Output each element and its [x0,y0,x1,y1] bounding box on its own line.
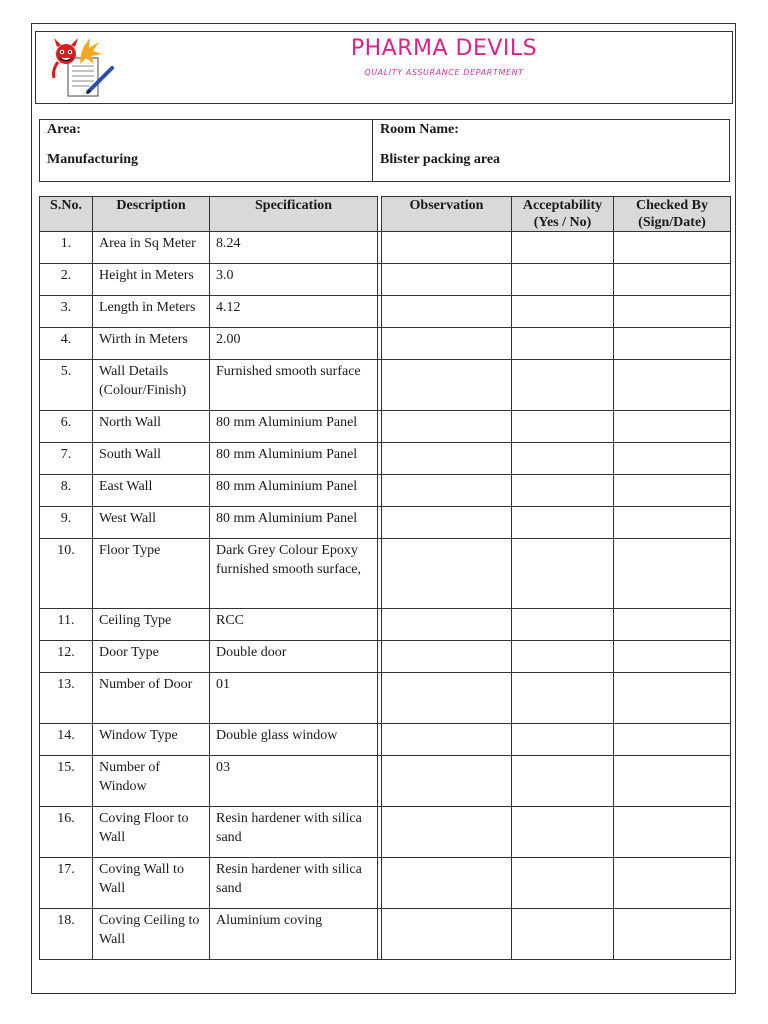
observation-cell[interactable] [382,507,512,539]
table-row [40,232,731,264]
specification-cell: 80 mm Aluminium Panel [210,411,378,443]
area-room-info [39,119,730,182]
area-cell [40,120,373,181]
observation-cell[interactable] [382,264,512,296]
observation-cell[interactable] [382,539,512,609]
table-row [40,909,731,960]
observation-cell[interactable] [382,475,512,507]
acceptability-cell[interactable] [512,909,614,960]
table-row [40,724,731,756]
specification-cell: Double glass window [210,724,378,756]
room-name-value: Blister packing area [380,152,501,167]
observation-cell[interactable] [382,232,512,264]
description-cell: Coving Ceiling to Wall [93,909,210,960]
header-description: Description [93,197,210,232]
table-row [40,641,731,673]
checked-by-cell[interactable] [614,858,731,909]
description-cell: Number of Door [93,673,210,724]
description-cell: Wall Details (Colour/Finish) [93,360,210,411]
brand-subtitle: QUALITY ASSURANCE DEPARTMENT [364,68,524,77]
checked-by-cell[interactable] [614,360,731,411]
table-row [40,411,731,443]
header-acceptability: Acceptability (Yes / No) [512,197,614,232]
checked-by-cell[interactable] [614,328,731,360]
specification-cell: 4.12 [210,296,378,328]
observation-cell[interactable] [382,756,512,807]
header-checked-by: Checked By (Sign/Date) [614,197,731,232]
observation-cell[interactable] [382,673,512,724]
table-header-row [40,197,731,232]
table-row [40,539,731,609]
acceptability-cell[interactable] [512,296,614,328]
acceptability-cell[interactable] [512,858,614,909]
acceptability-cell[interactable] [512,232,614,264]
table-row [40,264,731,296]
description-cell: Floor Type [93,539,210,609]
acceptability-cell[interactable] [512,328,614,360]
table-row [40,609,731,641]
specification-cell: 80 mm Aluminium Panel [210,443,378,475]
sno-cell: 14. [40,724,93,756]
description-cell: South Wall [93,443,210,475]
sno-cell: 9. [40,507,93,539]
acceptability-cell[interactable] [512,673,614,724]
description-cell: Window Type [93,724,210,756]
observation-cell[interactable] [382,328,512,360]
specification-cell: 3.0 [210,264,378,296]
checked-by-cell[interactable] [614,539,731,609]
acceptability-cell[interactable] [512,443,614,475]
sno-cell: 2. [40,264,93,296]
brand-title: PHARMA DEVILS [350,36,538,61]
observation-cell[interactable] [382,858,512,909]
sno-cell: 5. [40,360,93,411]
room-name-label: Room Name: [380,122,459,137]
checked-by-cell[interactable] [614,296,731,328]
acceptability-cell[interactable] [512,807,614,858]
area-label: Area: [47,122,81,137]
checked-by-cell[interactable] [614,909,731,960]
table-row [40,475,731,507]
area-value: Manufacturing [47,152,138,167]
description-cell: Length in Meters [93,296,210,328]
header-sno: S.No. [40,197,93,232]
observation-cell[interactable] [382,443,512,475]
description-cell: Coving Wall to Wall [93,858,210,909]
sno-cell: 10. [40,539,93,609]
sno-cell: 6. [40,411,93,443]
table-row [40,360,731,411]
sno-cell: 16. [40,807,93,858]
sno-cell: 18. [40,909,93,960]
sno-cell: 11. [40,609,93,641]
checked-by-cell[interactable] [614,507,731,539]
specification-cell: 80 mm Aluminium Panel [210,475,378,507]
acceptability-cell[interactable] [512,756,614,807]
observation-cell[interactable] [382,807,512,858]
observation-cell[interactable] [382,641,512,673]
table-row [40,756,731,807]
qualification-table [39,196,731,960]
checked-by-cell[interactable] [614,807,731,858]
observation-cell[interactable] [382,360,512,411]
specification-cell: RCC [210,609,378,641]
acceptability-cell[interactable] [512,264,614,296]
observation-cell[interactable] [382,909,512,960]
room-cell [373,120,729,181]
checked-by-cell[interactable] [614,673,731,724]
specification-cell: Resin hardener with silica sand [210,858,378,909]
description-cell: Area in Sq Meter [93,232,210,264]
description-cell: Coving Floor to Wall [93,807,210,858]
description-cell: Height in Meters [93,264,210,296]
checked-by-cell[interactable] [614,756,731,807]
description-cell: West Wall [93,507,210,539]
sno-cell: 12. [40,641,93,673]
observation-cell[interactable] [382,296,512,328]
checked-by-cell[interactable] [614,724,731,756]
description-cell: Ceiling Type [93,609,210,641]
observation-cell[interactable] [382,609,512,641]
table-row [40,858,731,909]
checked-by-cell[interactable] [614,232,731,264]
acceptability-cell[interactable] [512,539,614,609]
header-observation: Observation [382,197,512,232]
description-cell: Wirth in Meters [93,328,210,360]
sno-cell: 1. [40,232,93,264]
acceptability-cell[interactable] [512,411,614,443]
checked-by-cell[interactable] [614,411,731,443]
specification-cell: Dark Grey Colour Epoxy furnished smooth surface, [210,539,378,609]
specification-cell: Double door [210,641,378,673]
checked-by-cell[interactable] [614,609,731,641]
acceptability-cell[interactable] [512,724,614,756]
acceptability-cell[interactable] [512,609,614,641]
checked-by-cell[interactable] [614,264,731,296]
description-cell: Number of Window [93,756,210,807]
table-row [40,443,731,475]
checked-by-cell[interactable] [614,475,731,507]
observation-cell[interactable] [382,411,512,443]
sno-cell: 8. [40,475,93,507]
sno-cell: 15. [40,756,93,807]
acceptability-cell[interactable] [512,475,614,507]
sno-cell: 17. [40,858,93,909]
table-row [40,296,731,328]
sno-cell: 3. [40,296,93,328]
specification-cell: 2.00 [210,328,378,360]
sno-cell: 13. [40,673,93,724]
checked-by-cell[interactable] [614,443,731,475]
sno-cell: 7. [40,443,93,475]
table-row [40,507,731,539]
specification-cell: 80 mm Aluminium Panel [210,507,378,539]
description-cell: North Wall [93,411,210,443]
specification-cell: Furnished smooth surface [210,360,378,411]
acceptability-cell[interactable] [512,641,614,673]
specification-cell: 03 [210,756,378,807]
description-cell: Door Type [93,641,210,673]
acceptability-cell[interactable] [512,360,614,411]
checked-by-cell[interactable] [614,641,731,673]
specification-cell: 01 [210,673,378,724]
acceptability-cell[interactable] [512,507,614,539]
table-row [40,673,731,724]
observation-cell[interactable] [382,724,512,756]
description-cell: East Wall [93,475,210,507]
sno-cell: 4. [40,328,93,360]
specification-cell: Resin hardener with silica sand [210,807,378,858]
table-row [40,328,731,360]
header-specification: Specification [210,197,378,232]
table-row [40,807,731,858]
document-header [35,31,733,104]
specification-cell: Aluminium coving [210,909,378,960]
specification-cell: 8.24 [210,232,378,264]
